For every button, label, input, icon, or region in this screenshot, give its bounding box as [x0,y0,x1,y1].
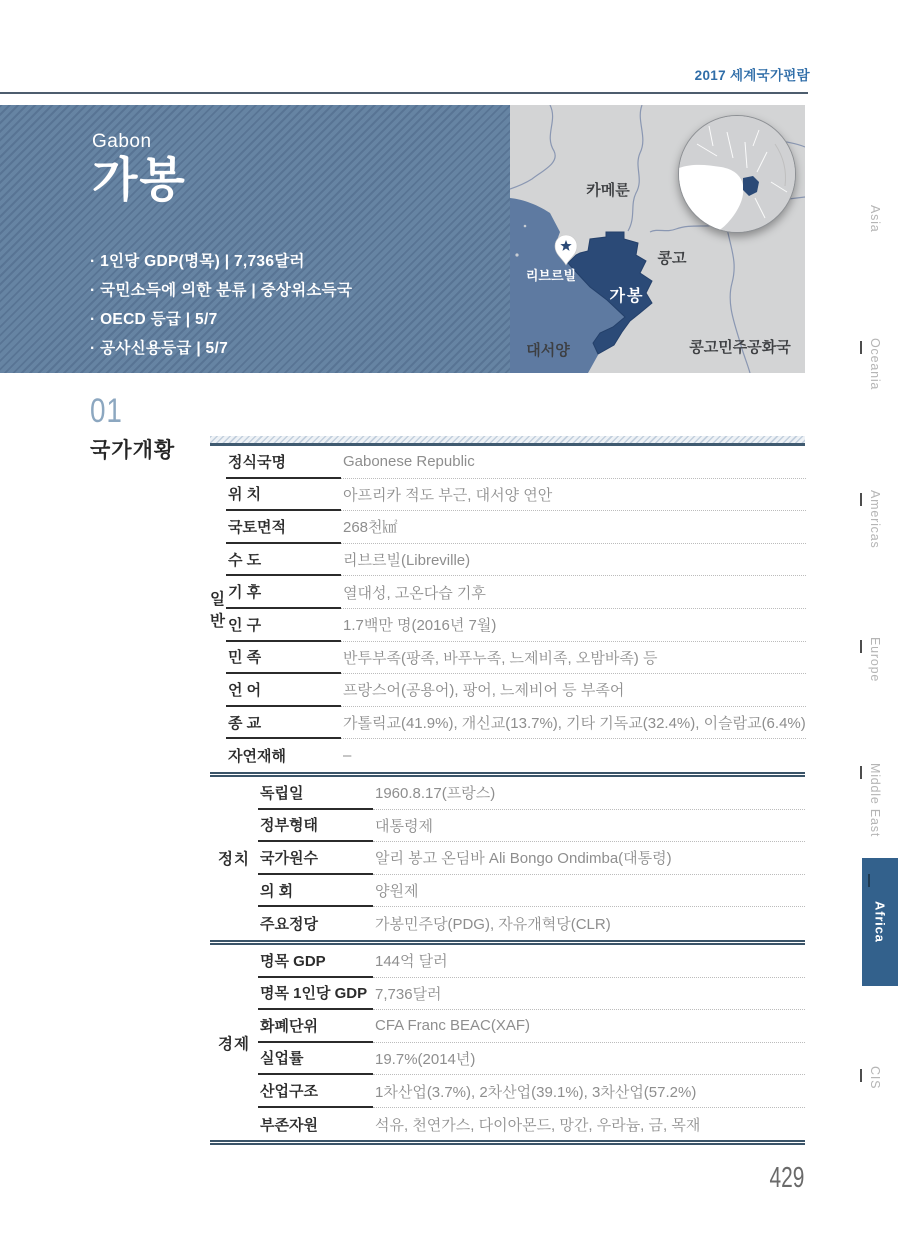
map-label-libreville: 리브르빌 [525,268,577,283]
row-value: 리브르빌(Libreville) [341,544,806,577]
tab-label: Europe [868,637,882,683]
row-value: 144억 달러 [373,945,805,978]
row-value: 반투부족(팡족, 바푸누족, 느제비족, 오밤바족) 등 [341,642,806,675]
table-row [258,1108,805,1141]
row-label: 자연재해 [227,748,286,766]
map-label-atlantic: 대서양 [526,342,570,359]
table-row [258,945,805,978]
row-label: 주요정당 [260,916,318,934]
map-label-dr-congo: 콩고민주공화국 [689,339,791,356]
row-label: 수 도 [226,544,341,577]
row-label: 부존자원 [260,1116,318,1134]
row-value: Gabonese Republic [341,446,806,479]
table-row [258,1043,805,1076]
row-value: 가톨릭교(41.9%), 개신교(13.7%), 기타 기독교(32.4%), 이슬람교(6.4%) [341,707,806,740]
row-value: 1차산업(3.7%), 2차산업(39.1%), 3차산업(57.2%) [373,1075,805,1108]
tab-label: Middle East [868,763,882,838]
row-label: 화폐단위 [258,1010,373,1043]
tab-dash [860,341,862,354]
row-value: 19.7%(2014년) [373,1043,805,1076]
tab-label: CIS [868,1066,882,1090]
row-label: 명목 1인당 GDP [258,978,373,1011]
group-label: 일반 [210,590,226,630]
tab-dash [860,1069,862,1082]
table-row [226,674,806,707]
group-label: 정치 [218,851,250,869]
table-row [226,707,806,740]
sidebar-tab-americas[interactable] [868,490,882,549]
header-rule [0,92,808,94]
table-row [258,810,805,843]
table-section-economy [210,945,805,1141]
row-label: 위 치 [226,479,341,512]
table-row [226,511,806,544]
stat-oecd-grade: · OECD 등급 | 5/7 [90,311,218,328]
stat-income-class: · 국민소득에 의한 분류 | 중상위소득국 [90,282,353,299]
row-value: 프랑스어(공용어), 팡어, 느제비어 등 부족어 [341,674,806,707]
table-row [258,777,805,810]
table-row [258,842,805,875]
table-row [258,875,805,908]
row-label: 의 회 [258,875,373,908]
row-value: 1960.8.17(프랑스) [373,777,805,810]
country-overview-table [210,436,805,1145]
stat-gdp-per-capita: · 1인당 GDP(명목) | 7,736달러 [90,253,305,270]
table-row [226,479,806,512]
tab-label: Asia [868,205,882,233]
row-label: 기 후 [226,576,341,609]
sidebar-tab-asia[interactable] [868,205,882,233]
row-value: 7,736달러 [373,978,805,1011]
row-label: 인 구 [226,609,341,642]
row-label: 국가원수 [258,842,373,875]
tab-dash [860,766,862,779]
row-label: 산업구조 [258,1075,373,1108]
table-row [226,446,806,479]
section-title: 국가개황 [90,439,176,462]
section-heading [90,392,175,464]
map-label-cameroon: 카메룬 [586,182,630,199]
row-label: 실업률 [258,1043,373,1076]
row-label: 정부형태 [258,810,373,843]
group-label: 경제 [218,1035,250,1053]
row-label: 명목 GDP [258,945,373,978]
row-value: 열대성, 고온다습 기후 [341,576,806,609]
location-map [510,105,805,373]
row-value: 알리 봉고 온딤바 Ali Bongo Ondimba(대통령) [373,842,805,875]
country-banner [0,105,805,373]
page-number: 429 [769,1162,804,1194]
table-row [258,1075,805,1108]
country-key-stats [90,247,352,363]
country-name-en: Gabon [92,131,152,152]
tab-dash [868,874,870,887]
sidebar-tab-oceania[interactable] [868,338,882,390]
table-row [258,1010,805,1043]
table-section-general [210,446,805,772]
tab-label: Oceania [868,338,882,391]
map-label-gabon: 가봉 [609,288,645,305]
row-label: 독립일 [258,777,373,810]
row-value: CFA Franc BEAC(XAF) [373,1010,805,1043]
sidebar-tab-africa-active[interactable] [862,858,898,986]
tab-label: Africa [872,901,888,943]
table-row [226,642,806,675]
table-top-hatch [210,436,805,446]
row-label: 언 어 [226,674,341,707]
country-name-ko: 가봉 [92,153,187,206]
table-bottom-border [210,1140,805,1145]
sidebar-tab-cis[interactable] [868,1066,882,1089]
section-number: 01 [90,392,123,430]
stat-credit-grade: · 공사신용등급 | 5/7 [90,340,229,357]
row-value: 아프리카 적도 부근, 대서양 연안 [341,479,806,512]
sidebar-tab-europe[interactable] [868,637,882,682]
table-row [226,544,806,577]
table-row [226,739,806,772]
row-value: 1.7백만 명(2016년 7월) [341,609,806,642]
table-row [258,907,805,940]
row-value: 양원제 [373,875,805,908]
banner-text [92,131,187,207]
africa-inset-map [678,115,796,233]
table-row [258,978,805,1011]
row-value: 석유, 천연가스, 다이아몬드, 망간, 우라늄, 금, 목재 [375,1116,701,1134]
row-value: 가봉민주당(PDG), 자유개혁당(CLR) [375,916,611,934]
sidebar-tab-middle-east[interactable] [868,763,882,837]
row-value: 대통령제 [373,810,805,843]
table-row [226,576,806,609]
tab-label: Americas [868,490,882,549]
table-row [226,609,806,642]
table-section-politics [210,777,805,940]
tab-dash [860,640,862,653]
row-label: 정식국명 [226,446,341,479]
row-value: 268천㎢ [341,511,806,544]
tab-dash [860,493,862,506]
book-title: 2017 세계국가편람 [694,68,810,83]
row-label: 국토면적 [226,511,341,544]
row-label: 종 교 [226,707,341,740]
map-label-congo: 콩고 [657,250,687,267]
row-label: 민 족 [226,642,341,675]
page-header [0,64,810,85]
row-value: – [342,747,352,765]
